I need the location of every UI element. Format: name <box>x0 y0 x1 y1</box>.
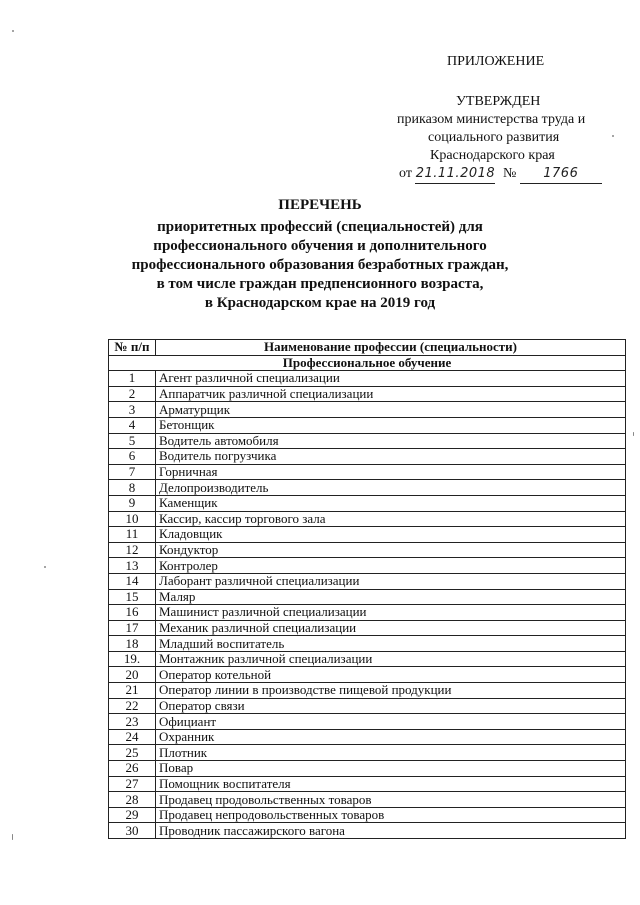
row-number: 10 <box>109 511 156 527</box>
order-date-line <box>399 164 602 184</box>
table-row <box>109 480 626 496</box>
order-date-value: 21.11.2018 <box>415 166 496 181</box>
row-number: 4 <box>109 417 156 433</box>
table-row <box>109 402 626 418</box>
row-profession: Аппаратчик различной специализации <box>156 386 626 402</box>
table-row <box>109 527 626 543</box>
table-row <box>109 542 626 558</box>
header-name: Наименование профессии (специальности) <box>156 340 626 356</box>
row-number: 18 <box>109 636 156 652</box>
row-profession: Маляр <box>156 589 626 605</box>
title-line-2: профессионального обучения и дополнительного <box>153 238 487 254</box>
table-row <box>109 605 626 621</box>
table-row <box>109 667 626 683</box>
row-number: 12 <box>109 542 156 558</box>
order-number-field <box>520 164 602 184</box>
row-profession: Продавец непродовольственных товаров <box>156 807 626 823</box>
row-profession: Помощник воспитателя <box>156 776 626 792</box>
table-row <box>109 417 626 433</box>
row-number: 3 <box>109 402 156 418</box>
row-profession: Продавец продовольственных товаров <box>156 792 626 808</box>
row-profession: Бетонщик <box>156 417 626 433</box>
row-profession: Горничная <box>156 464 626 480</box>
row-number: 14 <box>109 573 156 589</box>
professions-table <box>108 339 626 839</box>
row-number: 5 <box>109 433 156 449</box>
scan-speck <box>12 30 14 32</box>
title-line-4: в том числе граждан предпенсионного возраста, <box>156 276 484 292</box>
table-row <box>109 558 626 574</box>
row-profession: Оператор связи <box>156 698 626 714</box>
row-profession: Повар <box>156 761 626 777</box>
row-profession: Кассир, кассир торгового зала <box>156 511 626 527</box>
row-number: 24 <box>109 729 156 745</box>
table-row <box>109 729 626 745</box>
row-number: 2 <box>109 386 156 402</box>
title-line-1: приоритетных профессий (специальностей) для <box>157 219 483 235</box>
approved-label: УТВЕРЖДЕН <box>456 94 541 109</box>
table-row <box>109 449 626 465</box>
order-line-3: Краснодарского края <box>430 148 555 163</box>
row-number: 30 <box>109 823 156 839</box>
scan-speck <box>12 834 13 840</box>
table-row <box>109 776 626 792</box>
row-profession: Охранник <box>156 729 626 745</box>
title-line-3: профессионального образования безработных граждан, <box>131 257 509 273</box>
table-row <box>109 589 626 605</box>
row-profession: Кладовщик <box>156 527 626 543</box>
row-profession: Младший воспитатель <box>156 636 626 652</box>
table-row <box>109 620 626 636</box>
order-line-1: приказом министерства труда и <box>397 112 586 127</box>
row-number: 27 <box>109 776 156 792</box>
table-row <box>109 636 626 652</box>
table-header-row <box>109 340 626 356</box>
scan-speck <box>44 566 46 568</box>
date-prefix: от <box>399 166 412 181</box>
table-row <box>109 371 626 387</box>
appendix-label: ПРИЛОЖЕНИЕ <box>447 54 545 69</box>
row-profession: Официант <box>156 714 626 730</box>
row-profession: Кондуктор <box>156 542 626 558</box>
row-profession: Оператор котельной <box>156 667 626 683</box>
order-number-value: 1766 <box>543 166 579 181</box>
row-profession: Проводник пассажирского вагона <box>156 823 626 839</box>
table-row <box>109 511 626 527</box>
table-row <box>109 573 626 589</box>
table-row <box>109 792 626 808</box>
table-row <box>109 651 626 667</box>
row-number: 13 <box>109 558 156 574</box>
row-profession: Контролер <box>156 558 626 574</box>
row-number: 1 <box>109 371 156 387</box>
row-number: 29 <box>109 807 156 823</box>
row-profession: Водитель автомобиля <box>156 433 626 449</box>
table-row <box>109 698 626 714</box>
row-profession: Монтажник различной специализации <box>156 651 626 667</box>
section-title: Профессиональное обучение <box>109 355 626 371</box>
table-row <box>109 823 626 839</box>
header-num: № п/п <box>109 340 156 356</box>
row-profession: Агент различной специализации <box>156 371 626 387</box>
row-profession: Плотник <box>156 745 626 761</box>
row-number: 25 <box>109 745 156 761</box>
table-row <box>109 495 626 511</box>
row-profession: Машинист различной специализации <box>156 605 626 621</box>
row-number: 26 <box>109 761 156 777</box>
row-number: 22 <box>109 698 156 714</box>
table-row <box>109 683 626 699</box>
row-number: 17 <box>109 620 156 636</box>
row-profession: Механик различной специализации <box>156 620 626 636</box>
row-number: 21 <box>109 683 156 699</box>
section-row <box>109 355 626 371</box>
row-number: 23 <box>109 714 156 730</box>
table-row <box>109 433 626 449</box>
row-number: 7 <box>109 464 156 480</box>
number-prefix: № <box>502 166 517 181</box>
table-body <box>109 355 626 838</box>
table-row <box>109 386 626 402</box>
row-profession: Оператор линии в производстве пищевой продукции <box>156 683 626 699</box>
row-number: 19. <box>109 651 156 667</box>
table-row <box>109 761 626 777</box>
title-line-5: в Краснодарском крае на 2019 год <box>204 295 436 311</box>
row-number: 20 <box>109 667 156 683</box>
table-row <box>109 464 626 480</box>
row-number: 8 <box>109 480 156 496</box>
table-row <box>109 714 626 730</box>
order-line-2: социального развития <box>428 130 560 145</box>
scan-speck <box>612 135 614 137</box>
table-row <box>109 745 626 761</box>
row-number: 11 <box>109 527 156 543</box>
row-number: 28 <box>109 792 156 808</box>
row-number: 6 <box>109 449 156 465</box>
row-profession: Лаборант различной специализации <box>156 573 626 589</box>
order-date-field <box>415 164 495 184</box>
row-profession: Делопроизводитель <box>156 480 626 496</box>
row-profession: Водитель погрузчика <box>156 449 626 465</box>
document-title <box>90 196 550 313</box>
row-number: 9 <box>109 495 156 511</box>
row-profession: Арматурщик <box>156 402 626 418</box>
scan-speck <box>633 432 634 436</box>
table-row <box>109 807 626 823</box>
title-heading: ПЕРЕЧЕНЬ <box>278 197 362 213</box>
row-number: 16 <box>109 605 156 621</box>
row-profession: Каменщик <box>156 495 626 511</box>
row-number: 15 <box>109 589 156 605</box>
